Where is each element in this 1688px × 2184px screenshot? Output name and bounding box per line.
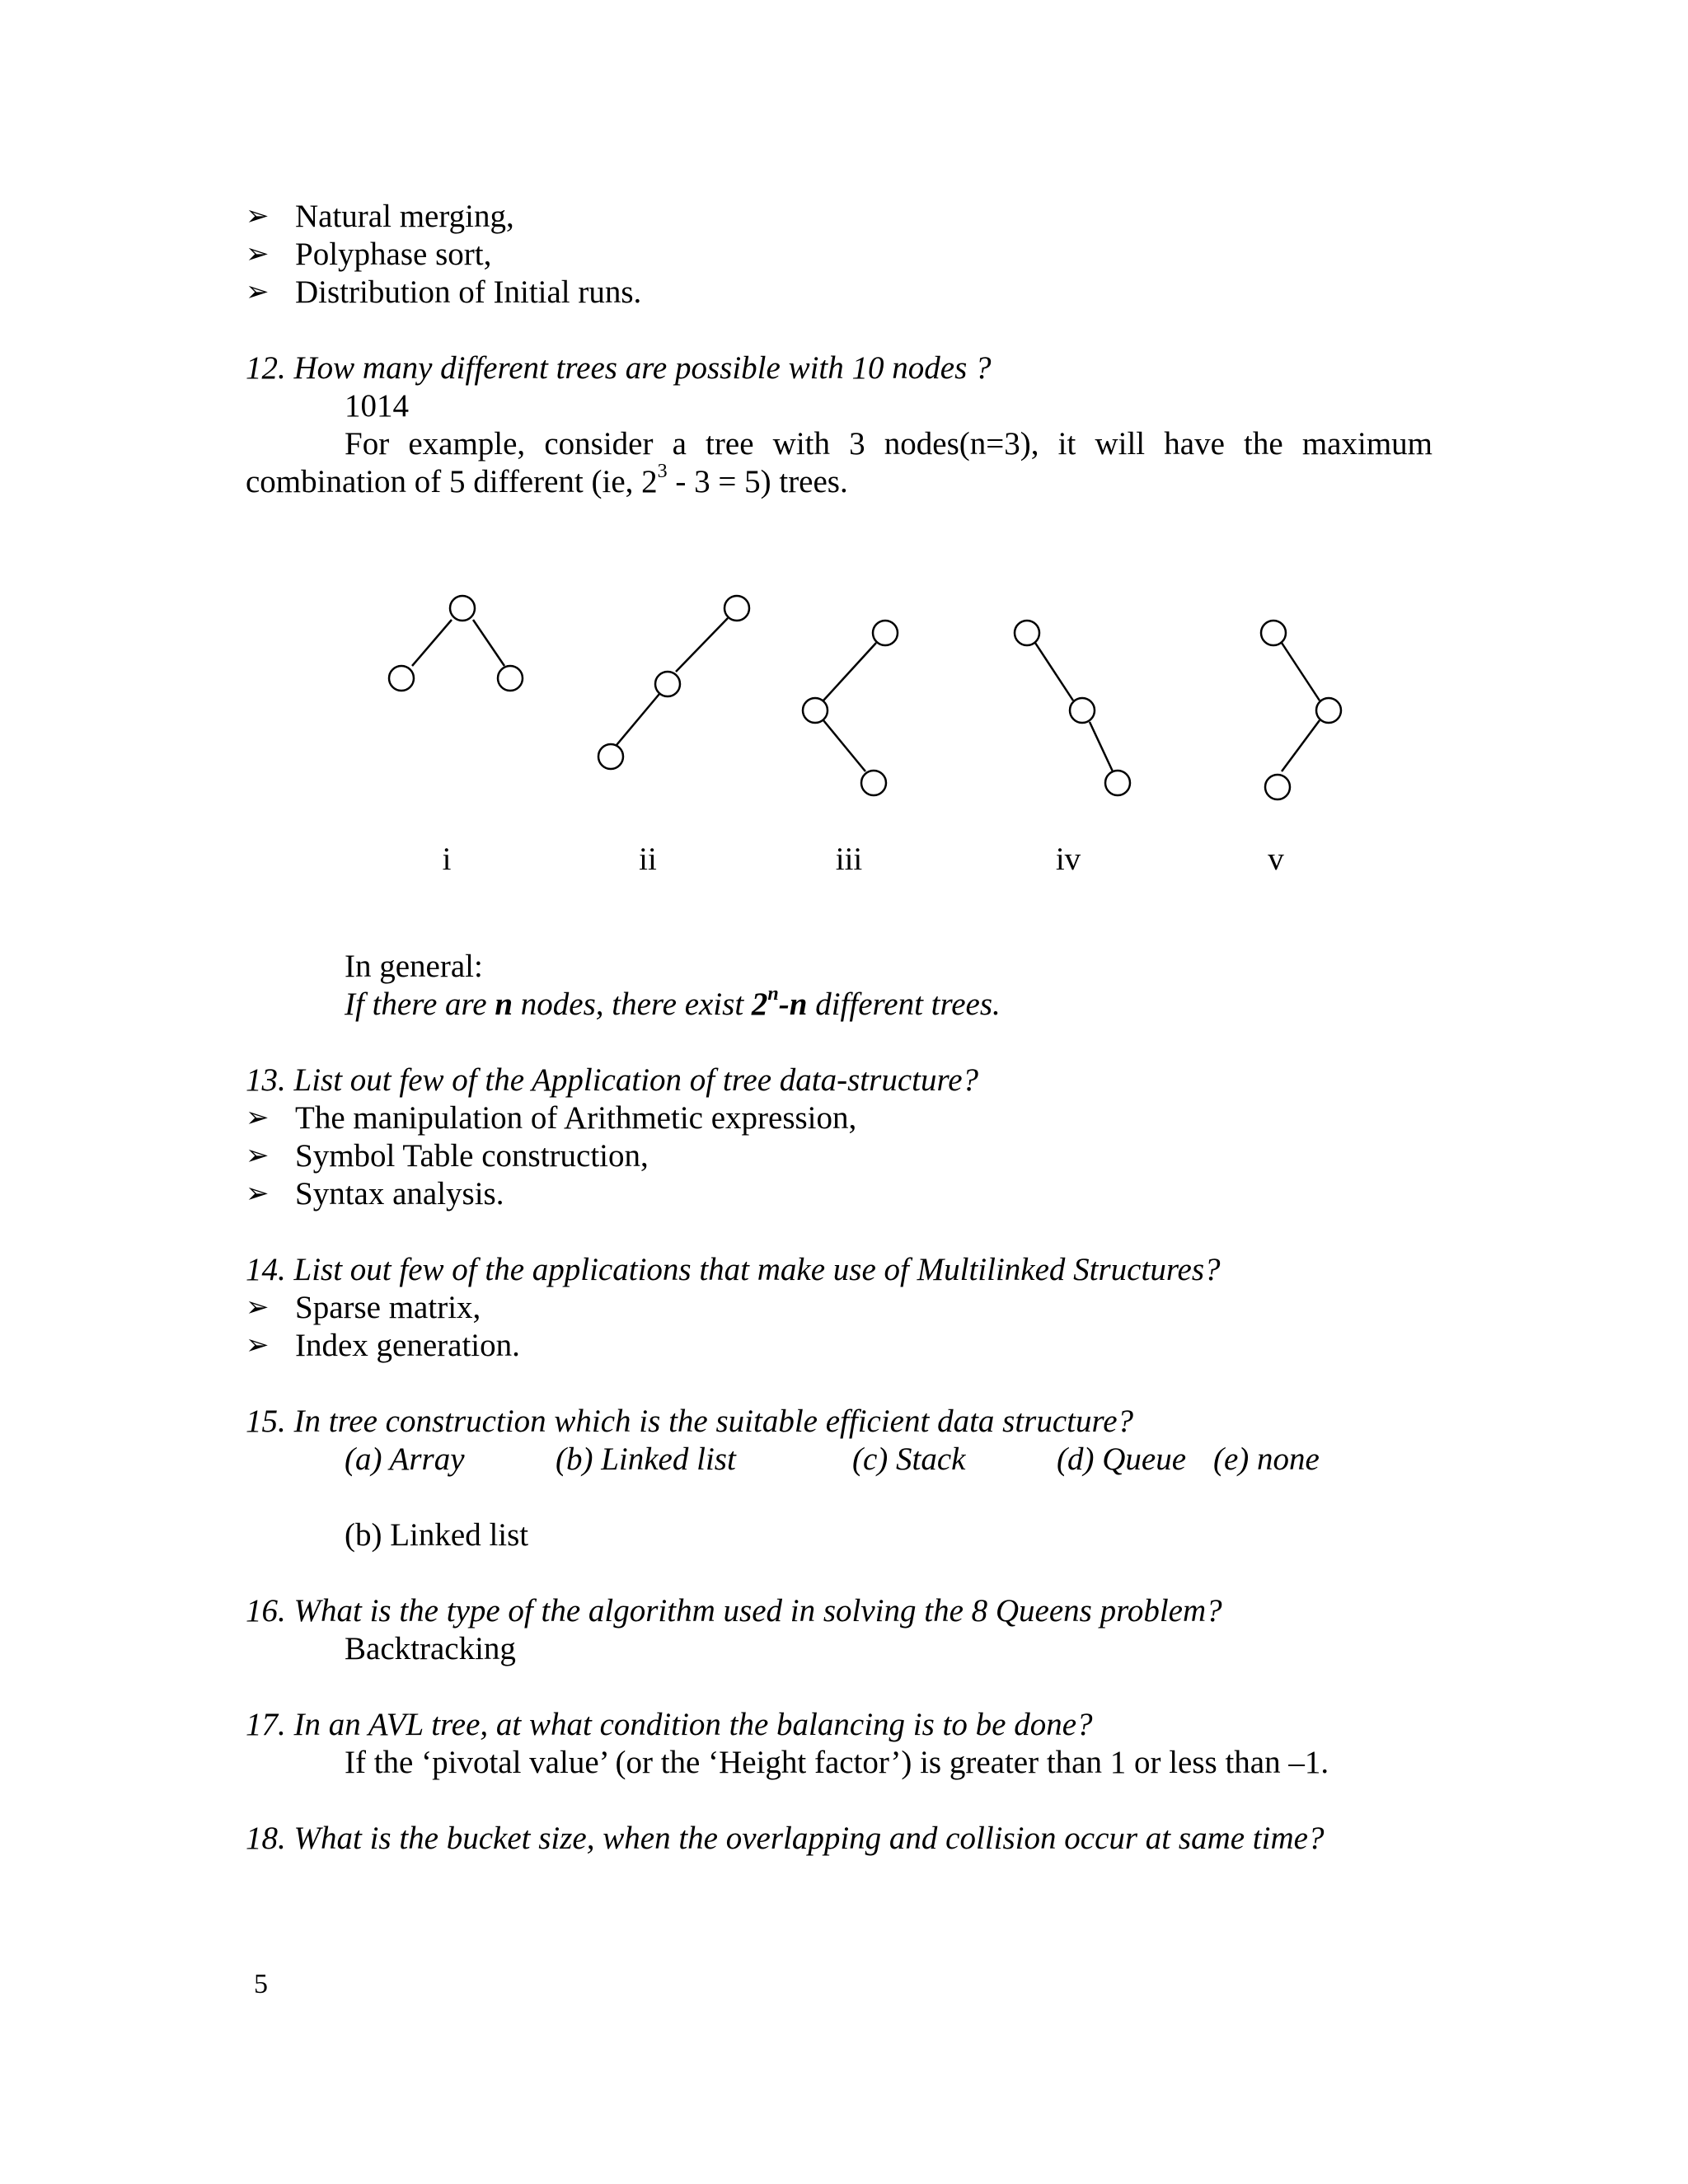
general-label: In general:	[345, 949, 483, 984]
tree-label-v: v	[1268, 841, 1284, 877]
bullet-icon: ➢	[246, 1179, 270, 1209]
tree-label-iii: iii	[835, 841, 863, 877]
general-text-c: different trees.	[807, 987, 1001, 1022]
tree-label-ii: ii	[639, 841, 657, 877]
question-18: 18. What is the bucket size, when the overlapping and collision occur at same time?	[246, 1821, 1325, 1856]
example-line-1: For example, consider a tree with 3 nodes(n=3), it will have the maximum	[345, 426, 1432, 462]
question-15: 15. In tree construction which is the suitable efficient data structure?	[246, 1404, 1134, 1439]
list-item: Natural merging,	[295, 199, 514, 234]
example-line-2	[246, 463, 848, 501]
tree-v	[1261, 621, 1341, 799]
tree-ii	[598, 596, 749, 769]
tree-iii	[803, 621, 898, 795]
example-text-a: combination of 5 different (ie, 2	[246, 464, 658, 499]
tree-label-i: i	[442, 841, 452, 877]
question-17: 17. In an AVL tree, at what condition the balancing is to be done?	[246, 1707, 1093, 1742]
bullet-icon: ➢	[246, 1330, 270, 1361]
general-n: n	[495, 987, 513, 1022]
list-item: Syntax analysis.	[295, 1176, 504, 1212]
list-item: Distribution of Initial runs.	[295, 274, 642, 310]
example-text-b: - 3 = 5) trees.	[667, 464, 848, 499]
list-item: Polyphase sort,	[295, 237, 492, 272]
general-two: 2	[751, 987, 768, 1022]
general-exponent: n	[767, 983, 779, 1005]
bullet-icon: ➢	[246, 1103, 270, 1133]
tree-label-iv: iv	[1055, 841, 1081, 877]
question-12: 12. How many different trees are possible with 10 nodes ?	[246, 350, 992, 386]
question-16: 16. What is the type of the algorithm used in solving the 8 Queens problem?	[246, 1593, 1222, 1629]
bullet-icon: ➢	[246, 1141, 270, 1171]
question-14: 14. List out few of the applications that make use of Multilinked Structures?	[246, 1252, 1221, 1287]
tree-diagrams	[0, 560, 1688, 824]
page-number: 5	[254, 1969, 268, 1999]
question-13: 13. List out few of the Application of tree data-structure?	[246, 1062, 979, 1098]
bullet-icon: ➢	[246, 1292, 270, 1323]
option-e: (e) none	[1213, 1441, 1320, 1477]
general-formula	[345, 983, 1001, 1024]
tree-iv	[1015, 621, 1130, 795]
option-c: (c) Stack	[852, 1441, 966, 1477]
option-d: (d) Queue	[1057, 1441, 1187, 1477]
option-a: (a) Array	[345, 1441, 465, 1477]
answer-15: (b) Linked list	[345, 1517, 529, 1553]
general-text-b: nodes, there exist	[513, 987, 752, 1022]
bullet-icon: ➢	[246, 239, 270, 269]
tree-i	[389, 596, 523, 691]
answer-16: Backtracking	[345, 1631, 516, 1666]
list-item: Sparse matrix,	[295, 1290, 481, 1325]
list-item: Symbol Table construction,	[295, 1138, 649, 1174]
list-item: Index generation.	[295, 1328, 520, 1363]
bullet-icon: ➢	[246, 277, 270, 307]
bullet-icon: ➢	[246, 201, 270, 232]
general-minus-n: -n	[778, 987, 808, 1022]
list-item: The manipulation of Arithmetic expression,	[295, 1100, 857, 1136]
answer-12: 1014	[345, 388, 409, 424]
answer-17: If the ‘pivotal value’ (or the ‘Height factor’) is greater than 1 or less than –1.	[345, 1745, 1329, 1780]
option-b: (b) Linked list	[556, 1441, 736, 1477]
example-exponent: 3	[657, 461, 668, 482]
general-text-a: If there are	[345, 987, 495, 1022]
